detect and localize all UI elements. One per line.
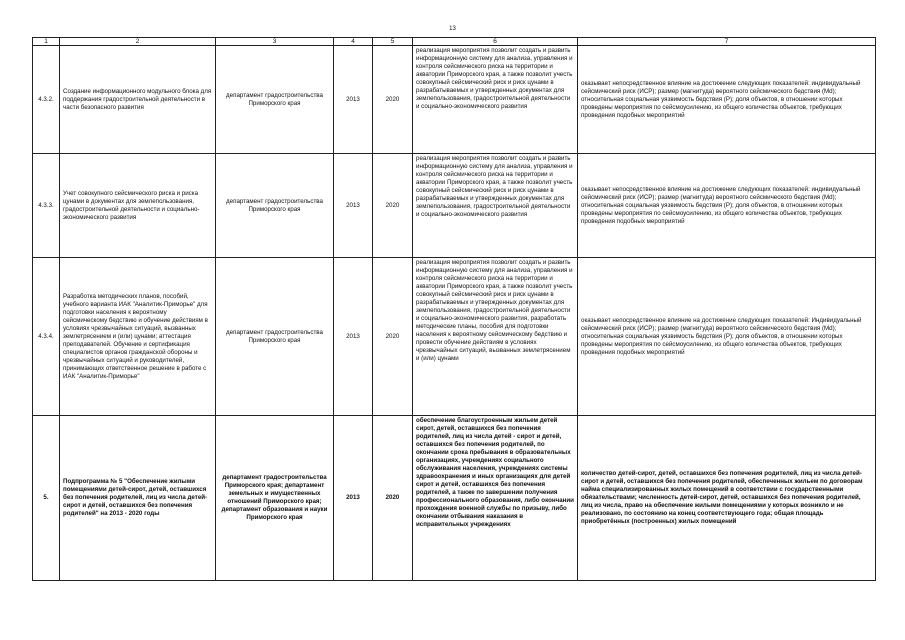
expected-result: реализация мероприятия позволит создать и развить информационную систему для анализа, управления и контроля сейсмического риска на территории и акватории Приморского края, а также позволит учесть совокупный сейсмический риск и риск цунами в разрабатываемых и утвержденных документах для землепользования, градостроительной деятельности и социально-экономического развития bbox=[413, 46, 578, 154]
responsible-department: департамент градостроительства Приморского края bbox=[216, 46, 334, 154]
table-row bbox=[33, 154, 876, 258]
start-year: 2013 bbox=[334, 258, 373, 416]
end-year: 2020 bbox=[373, 416, 413, 581]
header-cell: 4 bbox=[334, 38, 373, 46]
activity-name: Создание информационного модульного блока для поддержания градостроительной деятельности в части безопасного развития bbox=[60, 46, 216, 154]
indicator-link: оказывает непосредственное влияние на достижение следующих показателей: индивидуальный сейсмический риск (ИСР); размер (магнитуда) вероятного сейсмического бедствия (Md); относительная социальная уязвимость бедствия (Р); доля объектов, в отношении которых проведены мероприятия по сейсмоусилению, из общего количества объектов, требующих проведения подобных мероприятий bbox=[578, 154, 876, 258]
indicator-link: оказывает непосредственное влияние на достижение следующих показателей: Индивидуальный сейсмический риск (ИСР); размер (магнитуда) вероятного сейсмического бедствия (Md); относительная социальная уязвимость бедствия (Р); доля объектов, в отношении которых проведены мероприятия по сейсмоусилению, из общего количества объектов, требующих проведения подобных мероприятий bbox=[578, 258, 876, 416]
header-cell: 6 bbox=[413, 38, 578, 46]
table-row bbox=[33, 258, 876, 416]
row-number: 4.3.4. bbox=[33, 258, 60, 416]
end-year: 2020 bbox=[373, 258, 413, 416]
table-row bbox=[33, 416, 876, 581]
row-number: 4.3.2. bbox=[33, 46, 60, 154]
header-cell: 1 bbox=[33, 38, 60, 46]
activity-name: Подпрограмма № 5 "Обеспечение жилыми помещениями детей-сирот, детей, оставшихся без попечения родителей, лиц из числа детей-сирот и детей, оставшихся без попечения родителей" на 2013 - 2020 годы bbox=[60, 416, 216, 581]
table-row bbox=[33, 46, 876, 154]
indicator-link: количество детей-сирот, детей, оставшихся без попечения родителей, лиц из числа детей-сирот и детей, оставшихся без попечения родителей, обеспеченных жильем по договорам найма специализированных жилых помещений в соответствии с государственными обязательствами; численность детей-сирот, детей, оставшихся без попечения родителей, лиц из числа, право на обеспечение жилыми помещениями у которых возникло и не реализовано, по состоянию на конец соответствующего года; общая площадь приобретённых (построенных) жилых помещений bbox=[578, 416, 876, 581]
expected-result: реализация мероприятия позволит создать и развить информационную систему для анализа, управления и контроля сейсмического риска на территории и акватории Приморского края, а также позволит учесть совокупный сейсмический риск и риск цунами в разрабатываемых и утвержденных документах для землепользования, градостроительной деятельности и социально-экономического развития bbox=[413, 154, 578, 258]
start-year: 2013 bbox=[334, 46, 373, 154]
expected-result: реализация мероприятия позволит создать и развить информационную систему для анализа, управления и контроля сейсмического риска на территории и акватории Приморского края, а также позволит учесть совокупный сейсмический риск и риск цунами в разрабатываемых и утвержденных документах для землепользования, градостроительной деятельности и социально-экономического развития, разработать методические планы, пособия для подготовки населения к вероятному сейсмическому бедствию и провести обучение действиям в условиях чрезвычайных ситуаций, вызванных землетрясением и (или) цунами bbox=[413, 258, 578, 416]
indicator-link: оказывает непосредственное влияние на достижение следующих показателей: индивидуальный сейсмический риск (ИСР); размер (магнитуда) вероятного сейсмического бедствия (Md); относительная социальная уязвимость бедствия (Р); доля объектов, в отношении которых проведены мероприятия по сейсмоусилению, из общего количества объектов, требующих проведения подобных мероприятий bbox=[578, 46, 876, 154]
header-cell: 7 bbox=[578, 38, 876, 46]
header-row bbox=[33, 38, 876, 46]
end-year: 2020 bbox=[373, 154, 413, 258]
page-number: 13 bbox=[449, 26, 456, 32]
responsible-department: департамент градостроительства Приморского края; департамент земельных и имущественных отношений Приморского края; департамент образования и науки Приморского края bbox=[216, 416, 334, 581]
start-year: 2013 bbox=[334, 416, 373, 581]
activity-name: Учет совокупного сейсмического риска и риска цунами в документах для землепользования, градостроительной деятельности и социально-экономического развития bbox=[60, 154, 216, 258]
header-cell: 2 bbox=[60, 38, 216, 46]
program-activities-table bbox=[32, 37, 876, 581]
activity-name: Разработка методических планов, пособий, учебного варианта ИАК "Аналитик-Приморье" для подготовки населения к вероятному сейсмическому бедствию и обучение действиям в условиях чрезвычайных ситуаций, вызванных землетрясением и (или) цунами; аттестация преподавателей. Обучение и сертификация специалистов органов гражданской обороны и чрезвычайных ситуаций и руководителей, принимающих ответственное решение в работе с ИАК "Аналитик-Приморье" bbox=[60, 258, 216, 416]
row-number: 4.3.3. bbox=[33, 154, 60, 258]
header-cell: 3 bbox=[216, 38, 334, 46]
responsible-department: департамент градостроительства Приморского края bbox=[216, 258, 334, 416]
responsible-department: департамент градостроительства Приморского края bbox=[216, 154, 334, 258]
expected-result: обеспечение благоустроенным жильем детей сирот, детей, оставшихся без попечения родителей, лиц из числа детей - сирот и детей, оставшихся без попечения родителей, по окончании срока пребывания в образовательных организациях, учреждениях социального обслуживания населения, учреждениях системы здравоохранения и иных организациях для детей сирот и детей, оставшихся без попечения родителей, а также по завершении получения профессионального образования, либо окончании прохождения военной службы по призыву, либо окончании отбывания наказания в исправительных учреждениях bbox=[413, 416, 578, 581]
start-year: 2013 bbox=[334, 154, 373, 258]
row-number: 5. bbox=[33, 416, 60, 581]
end-year: 2020 bbox=[373, 46, 413, 154]
header-cell: 5 bbox=[373, 38, 413, 46]
